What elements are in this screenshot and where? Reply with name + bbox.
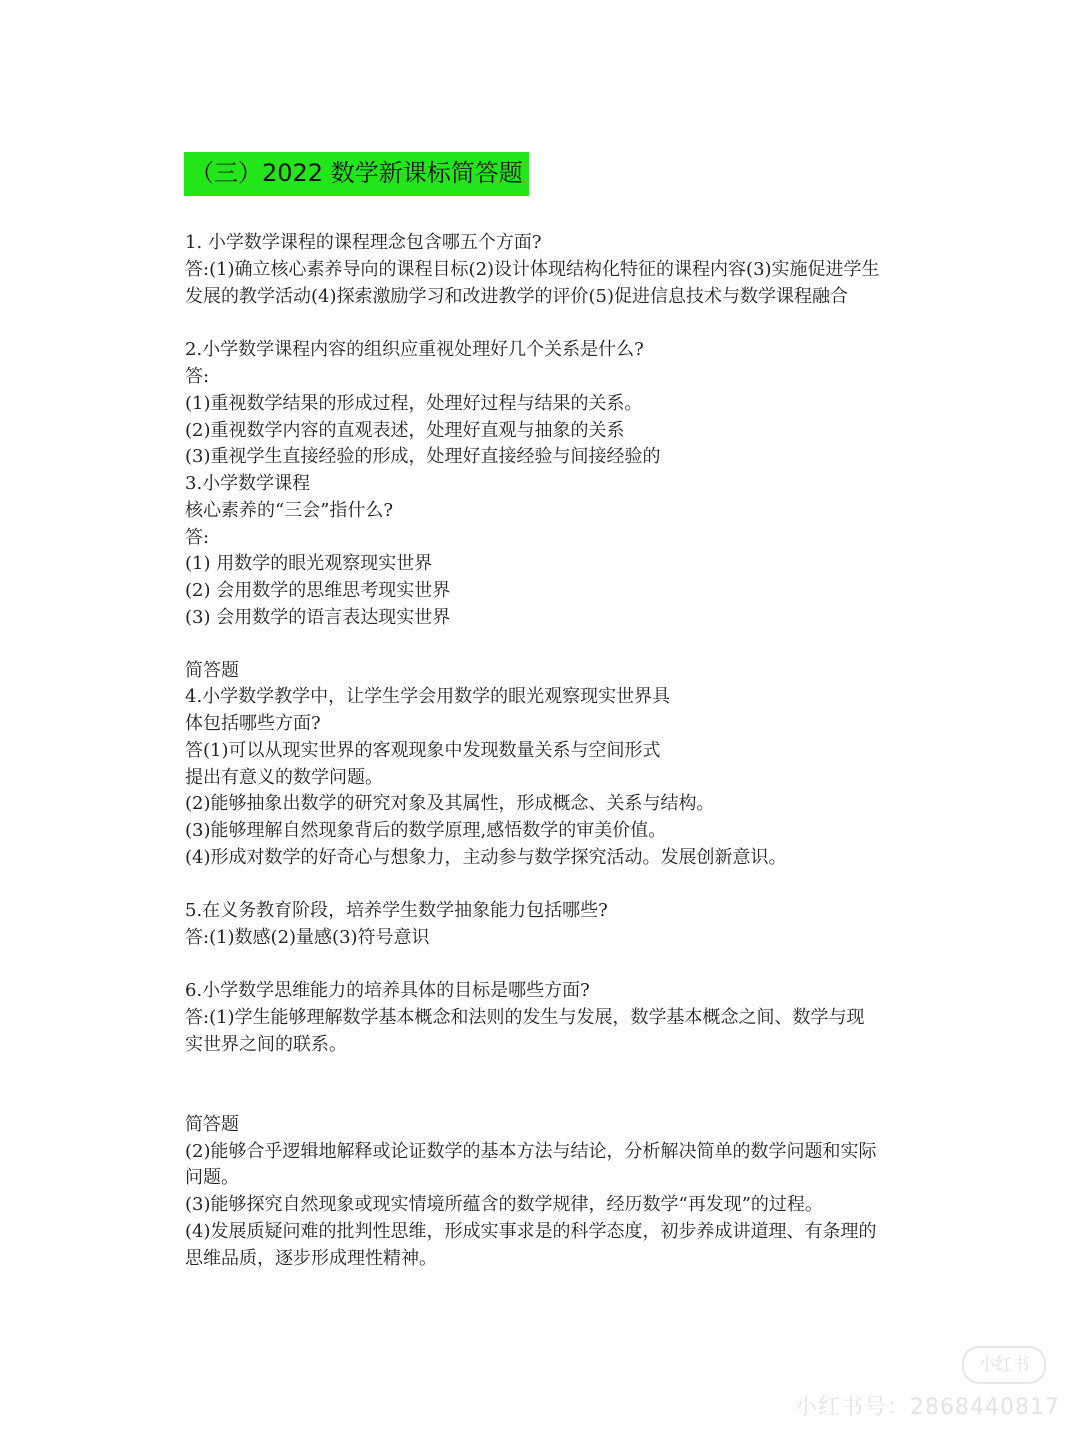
answer-line: (3)重视学生直接经验的形成，处理好直接经验与间接经验的: [185, 446, 661, 467]
answer-line: (3) 会用数学的语言表达现实世界: [185, 607, 451, 628]
answer-line: (2) 会用数学的思维思考现实世界: [185, 580, 451, 601]
answer-line: 答:(1)数感(2)量感(3)符号意识: [185, 927, 430, 948]
answer-line: (2)能够合乎逻辑地解释或论证数学的基本方法与结论，分析解决简单的数学问题和实际: [185, 1141, 877, 1162]
answer-label: 答:: [185, 366, 210, 387]
answer-line: (3)能够理解自然现象背后的数学原理,感悟数学的审美价值。: [185, 820, 667, 841]
answer-line: 实世界之间的联系。: [185, 1034, 347, 1055]
answer-line: 问题。: [185, 1167, 239, 1188]
question-5: 5.在义务教育阶段，培养学生数学抽象能力包括哪些?: [185, 900, 608, 921]
answer-line: (2)重视数学内容的直观表述，处理好直观与抽象的关系: [185, 420, 625, 441]
answer-line: 答:(1)确立核心素养导向的课程目标(2)设计体现结构化特征的课程内容(3)实施促进学生: [185, 259, 880, 280]
question-6: 6.小学数学思维能力的培养具体的目标是哪些方面?: [185, 980, 590, 1001]
document-title: （三）2022 数学新课标简答题: [184, 152, 529, 196]
answer-line: 思维品质，逐步形成理性精神。: [185, 1248, 437, 1269]
watermark-logo: 小红书: [962, 1346, 1046, 1384]
question-3: 3.小学数学课程: [185, 473, 311, 494]
watermark-id: 小红书号：2868440817: [795, 1395, 1060, 1420]
answer-line: (2)能够抽象出数学的研究对象及其属性，形成概念、关系与结构。: [185, 793, 715, 814]
question-4: 4.小学数学教学中，让学生学会用数学的眼光观察现实世界具: [185, 686, 671, 707]
answer-line: 提出有意义的数学问题。: [185, 767, 383, 788]
question-2: 2.小学数学课程内容的组织应重视处理好几个关系是什么?: [185, 339, 644, 360]
answer-line: 答(1)可以从现实世界的客观现象中发现数量关系与空间形式: [185, 740, 661, 761]
answer-line: (1)重视数学结果的形成过程，处理好过程与结果的关系。: [185, 393, 643, 414]
answer-line: (4)形成对数学的好奇心与想象力，主动参与数学探究活动。发展创新意识。: [185, 847, 787, 868]
answer-line: (4)发展质疑问难的批判性思维，形成实事求是的科学态度，初步养成讲道理、有条理的: [185, 1221, 877, 1242]
answer-line: (3)能够探究自然现象或现实情境所蕴含的数学规律，经历数学“再发现”的过程。: [185, 1194, 823, 1215]
section-heading: 简答题: [185, 660, 239, 681]
answer-line: 发展的教学活动(4)探索激励学习和改进教学的评价(5)促进信息技术与数学课程融合: [185, 286, 848, 307]
question-4-cont: 体包括哪些方面?: [185, 713, 321, 734]
answer-line: (1) 用数学的眼光观察现实世界: [185, 553, 433, 574]
question-1: 1. 小学数学课程的课程理念包含哪五个方面?: [185, 232, 542, 253]
question-3-cont: 核心素养的“三会”指什么?: [185, 500, 394, 521]
answer-label: 答:: [185, 527, 210, 548]
section-heading: 简答题: [185, 1114, 239, 1135]
answer-line: 答:(1)学生能够理解数学基本概念和法则的发生与发展，数学基本概念之间、数学与现: [185, 1007, 865, 1028]
